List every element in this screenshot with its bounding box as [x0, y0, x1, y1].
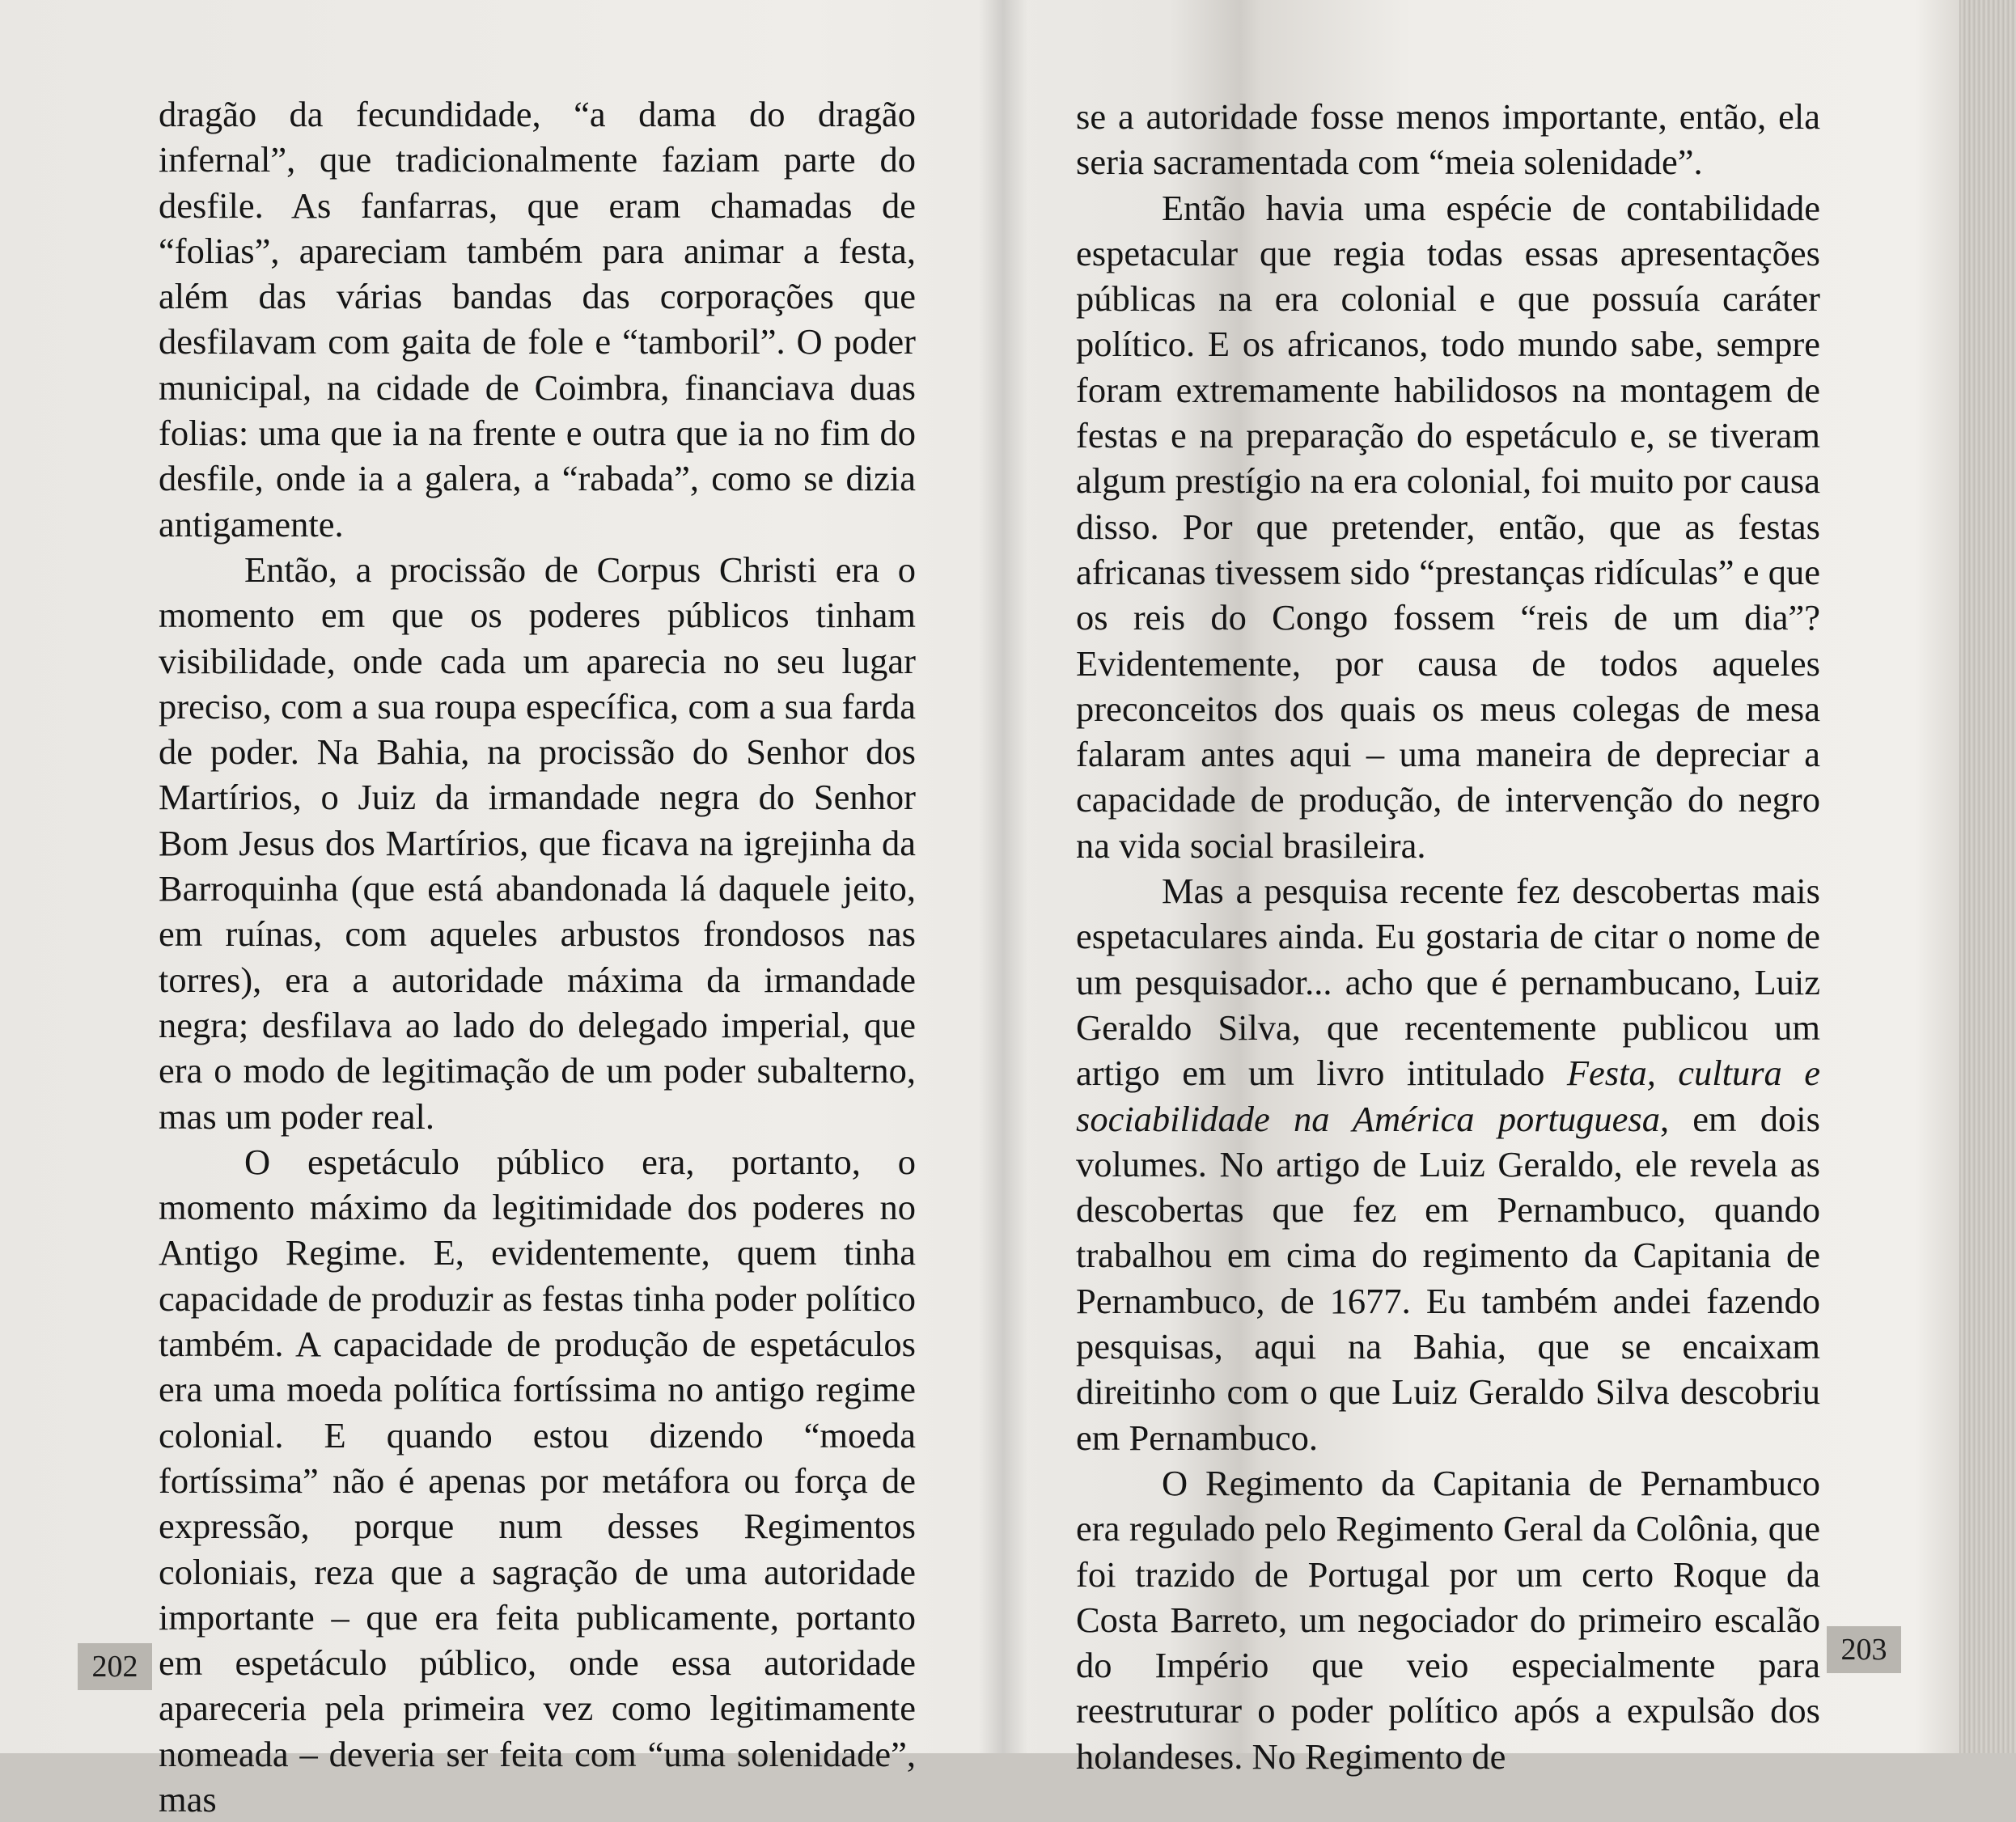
right-page-text [1076, 94, 1820, 1779]
right-page-number: 203 [1827, 1626, 1901, 1673]
right-paragraph-4: O Regimento da Capitania de Pernambuco era regulado pelo Regimento Geral da Colônia, que foi trazido de Portugal por um certo Roque da Costa Barreto, um negociador do primeiro escalão do Império que veio especialmente para reestruturar o poder político após a expulsão dos holandeses. No Regimento de [1076, 1462, 1820, 1777]
right-paragraph-3-end: , em dois volumes. No artigo de Luiz Geraldo, ele revela as descobertas que fez em Pernambuco, quando trabalhou em cima do regimento da Capitania de Pernambuco, de 1677. Eu também andei fazendo pesquisas, aqui na Bahia, que se encaixam direitinho com o que Luiz Geraldo Silva descobriu em Pernambuco. [1076, 1098, 1820, 1458]
left-paragraph-3: O espetáculo público era, portanto, o momento máximo da legitimidade dos poderes no Antigo Regime. E, evidentemente, quem tinha capacidade de produzir as festas tinha poder político também. A capacidade de produção de espetáculos era uma moeda política fortíssima no antigo regime colonial. E quando estou dizendo “moeda fortíssima” não é apenas por metáfora ou força de expressão, porque num desses Regimentos coloniais, reza que a sagração de uma autoridade importante – que era feita publicamente, portanto em espetáculo público, onde essa autoridade apareceria pela primeira vez como legitimamente nomeada – deveria ser feita com “uma solenidade”, mas [159, 1141, 916, 1820]
left-page-text [159, 91, 916, 1822]
left-page-number: 202 [78, 1643, 152, 1690]
right-paragraph-3 [1076, 868, 1820, 1460]
right-paragraph-2: Então havia uma espécie de contabilidade espetacular que regia todas essas apresentações públicas na era colonial e que possuía caráter político. E os africanos, todo mundo sabe, sempre foram extremamente habilidosos na montagem de festas e na preparação do espetáculo e, se tiveram algum prestígio na era colonial, foi muito por causa disso. Por que pretender, então, que as festas africanas tivessem sido “prestanças ridículas” e que os reis do Congo fossem “reis de um dia”? Evidentemente, por causa de todos aqueles preconceitos dos quais os meus colegas de mesa falaram antes aqui – uma maneira de depreciar a capacidade de produção, de intervenção do negro na vida social brasileira. [1076, 187, 1820, 866]
left-paragraph-2: Então, a procissão de Corpus Christi era o momento em que os poderes públicos tinham visibilidade, onde cada um aparecia no seu lugar preciso, com a sua roupa específica, com a sua farda de poder. Na Bahia, na procissão do Senhor dos Martírios, o Juiz da irmandade negra do Senhor Bom Jesus dos Martírios, que ficava na igrejinha da Barroquinha (que está abandonada lá daquele jeito, em ruínas, com aqueles arbustos frondosos nas torres), era a autoridade máxima da irmandade negra; desfilava ao lado do delegado imperial, que era o modo de legitimação de um poder subalterno, mas um poder real. [159, 549, 916, 1137]
left-paragraph-1: dragão da fecundidade, “a dama do dragão infernal”, que tradicionalmente faziam parte do desfile. As fanfarras, que eram chamadas de “folias”, apareciam também para animar a festa, além das várias bandas das corporações que desfilavam com gaita de fole e “tamboril”. O poder municipal, na cidade de Coimbra, financiava duas folias: uma que ia na frente e outra que ia no fim do desfile, onde ia a galera, a “rabada”, como se dizia antigamente. [159, 94, 916, 544]
right-paragraph-1: se a autoridade fosse menos importante, então, ela seria sacramentada com “meia solenidade”. [1076, 96, 1820, 183]
left-page [0, 0, 995, 1820]
book-title: Festa, cultura e sociabilidade na América portuguesa [1076, 1053, 1820, 1139]
right-page [995, 0, 2016, 1777]
right-paragraph-3-start: Mas a pesquisa recente fez descobertas mais espetaculares ainda. Eu gostaria de citar o nome de um pesquisador... acho que é pernambucano, Luiz Geraldo Silva, que recentemente publicou um artigo em um livro intitulado [1076, 871, 1820, 1094]
